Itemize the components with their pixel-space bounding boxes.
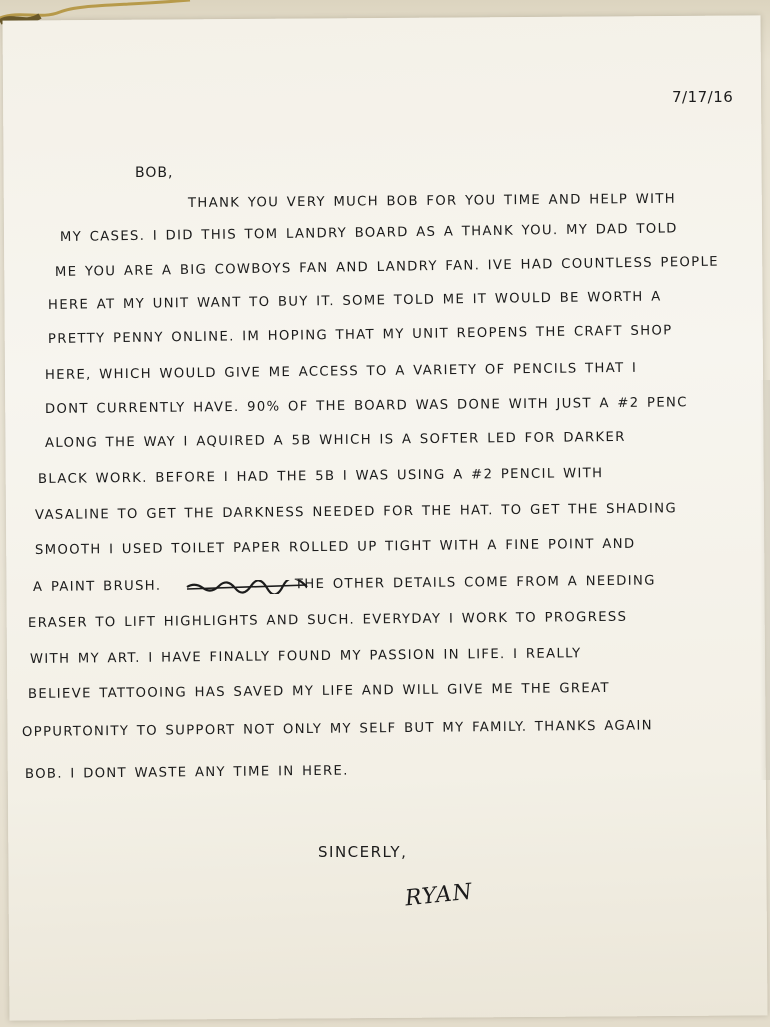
letter-line-10: VASALINE TO GET THE DARKNESS NEEDED FOR THE HAT. TO GET THE SHADING [34, 501, 678, 523]
letter-line-11: SMOOTH I USED TOILET PAPER ROLLED UP TIGHT WITH A FINE POINT AND [34, 536, 636, 558]
letter-line-2: MY CASES. I DID THIS TOM LANDRY BOARD AS A THANK YOU. MY DAD TOLD [59, 221, 678, 245]
letter-line-17: BOB. I DONT WASTE ANY TIME IN HERE. [24, 763, 349, 782]
letter-line-12-after: THE OTHER DETAILS COME FROM A NEEDING [294, 573, 656, 593]
letter-line-8: ALONG THE WAY I AQUIRED A 5B WHICH IS A SOFTER LED FOR DARKER [44, 429, 626, 451]
letter-line-3: ME YOU ARE A BIG COWBOYS FAN AND LANDRY FAN. IVE HAD COUNTLESS PEOPLE [54, 254, 720, 280]
crossed-out-word-scribble [185, 580, 309, 594]
letter-closing: SINCERLY, [318, 843, 408, 861]
letter-line-4: HERE AT MY UNIT WANT TO BUY IT. SOME TOLD ME IT WOULD BE WORTH A [47, 289, 662, 313]
letter-line-16: OPPURTONITY TO SUPPORT NOT ONLY MY SELF BUT MY FAMILY. THANKS AGAIN [21, 718, 653, 740]
letter-line-15: BELIEVE TATTOOING HAS SAVED MY LIFE AND WILL GIVE ME THE GREAT [27, 680, 610, 702]
letter-signature: RYAN [403, 879, 474, 912]
letter-line-7: DONT CURRENTLY HAVE. 90% OF THE BOARD WAS DONE WITH JUST A #2 PENC [44, 395, 688, 417]
letter-line-6: HERE, WHICH WOULD GIVE ME ACCESS TO A VARIETY OF PENCILS THAT I [44, 360, 638, 383]
letter-line-12-before: A PAINT BRUSH. [32, 578, 162, 595]
letter-line-9: BLACK WORK. BEFORE I HAD THE 5B I WAS USING A #2 PENCIL WITH [37, 466, 604, 487]
letter-line-13: ERASER TO LIFT HIGHLIGHTS AND SUCH. EVERYDAY I WORK TO PROGRESS [27, 609, 628, 631]
letter-greeting: BOB, [135, 165, 174, 181]
letter-line-1: THANK YOU VERY MUCH BOB FOR YOU TIME AND HELP WITH [187, 191, 677, 211]
letter-line-12 [33, 573, 656, 595]
letter-line-5: PRETTY PENNY ONLINE. IM HOPING THAT MY UNIT REOPENS THE CRAFT SHOP [47, 323, 673, 347]
letter-line-14: WITH MY ART. I HAVE FINALLY FOUND MY PASSION IN LIFE. I REALLY [29, 646, 582, 667]
letter-date: 7/17/16 [672, 88, 734, 106]
